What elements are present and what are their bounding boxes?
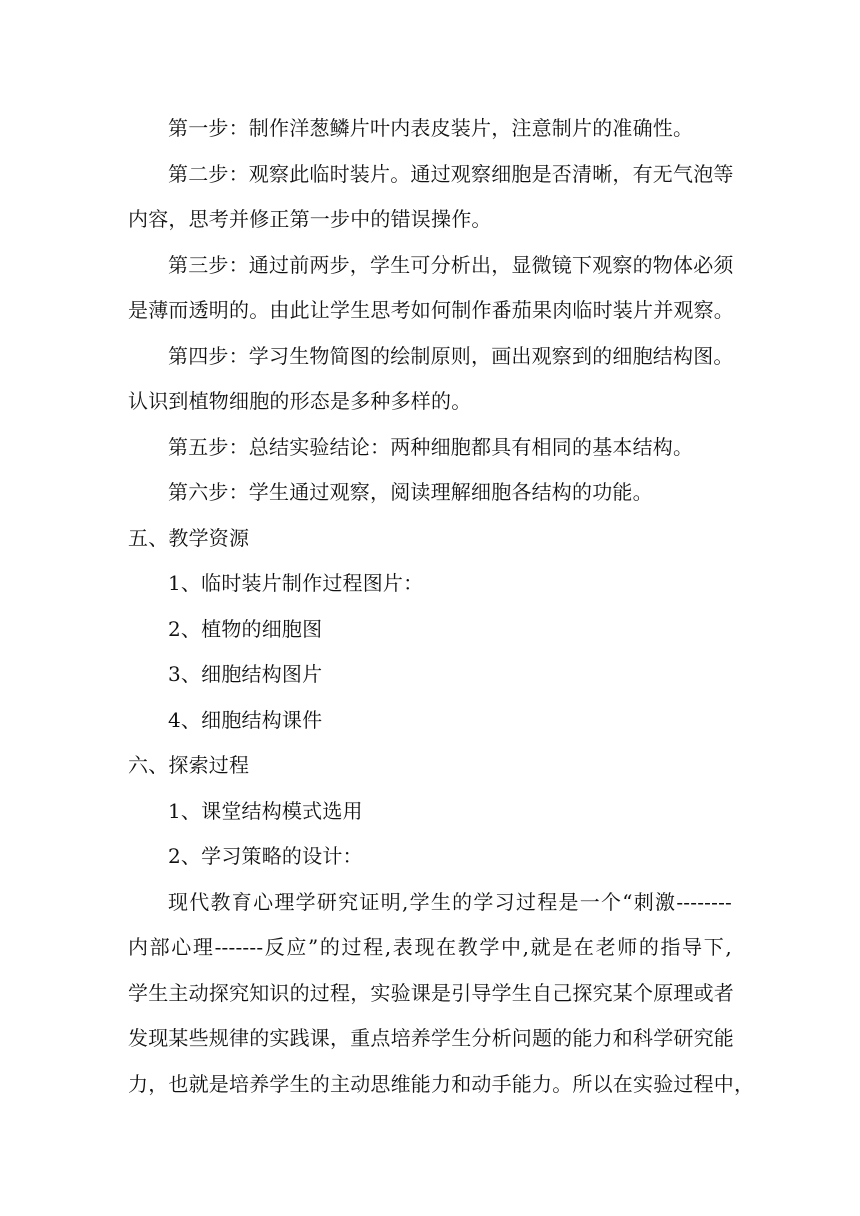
step-2-line-2: 内容，思考并修正第一步中的错误操作。	[128, 207, 492, 231]
process-item-2: 2、学习策略的设计：	[168, 844, 363, 868]
section-5-heading: 五、教学资源	[128, 526, 250, 550]
paragraph-line-3: 学生主动探究知识的过程，实验课是引导学生自己探究某个原理或者	[128, 981, 734, 1005]
step-6-line: 第六步：学生通过观察，阅读理解细胞各结构的功能。	[168, 480, 653, 504]
resource-item-1: 1、临时装片制作过程图片：	[168, 571, 424, 595]
resource-item-2: 2、植物的细胞图	[168, 617, 323, 641]
resource-item-4: 4、细胞结构课件	[168, 708, 323, 732]
step-3-line-1: 第三步：通过前两步，学生可分析出，显微镜下观察的物体必须	[168, 253, 734, 277]
paragraph-line-2: 内部心理-------反应”的过程,表现在教学中,就是在老师的指导下,	[128, 935, 732, 959]
step-2-line-1: 第二步：观察此临时装片。通过观察细胞是否清晰，有无气泡等	[168, 162, 734, 186]
paragraph-line-4: 发现某些规律的实践课，重点培养学生分析问题的能力和科学研究能	[128, 1026, 734, 1050]
resource-item-3: 3、细胞结构图片	[168, 662, 323, 686]
step-3-line-2: 是薄而透明的。由此让学生思考如何制作番茄果肉临时装片并观察。	[128, 298, 734, 322]
section-6-heading: 六、探索过程	[128, 753, 250, 777]
step-4-line-1: 第四步：学习生物简图的绘制原则，画出观察到的细胞结构图。	[168, 344, 734, 368]
step-5-line: 第五步：总结实验结论：两种细胞都具有相同的基本结构。	[168, 435, 694, 459]
paragraph-line-1: 现代教育心理学研究证明,学生的学习过程是一个“刺激--------	[168, 890, 732, 914]
process-item-1: 1、课堂结构模式选用	[168, 799, 363, 823]
paragraph-line-5: 力，也就是培养学生的主动思维能力和动手能力。所以在实验过程中，	[128, 1072, 755, 1096]
step-4-line-2: 认识到植物细胞的形态是多种多样的。	[128, 389, 472, 413]
step-1-line: 第一步：制作洋葱鳞片叶内表皮装片，注意制片的准确性。	[168, 116, 694, 140]
